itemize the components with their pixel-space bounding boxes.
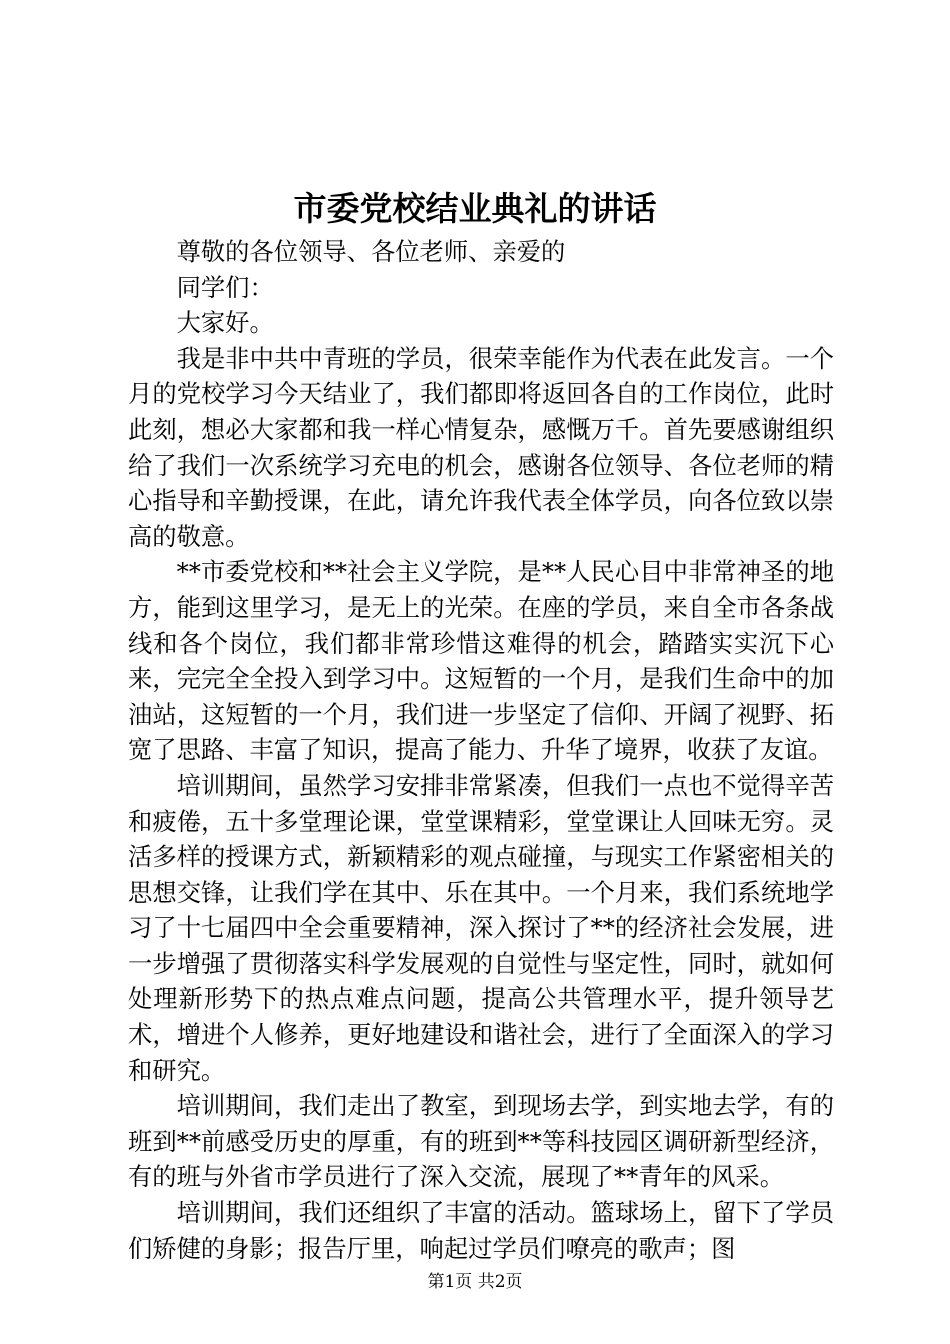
paragraph: 我是非中共中青班的学员，很荣幸能作为代表在此发言。一个月的党校学习今天结业了，我们都即将返回各自的工作岗位，此时此刻，想必大家都和我一样心情复杂，感慨万千。首先要感谢组织给了我们一次系统学习充电的机会，感谢各位领导、各位老师的精心指导和辛勤授课，在此，请允许我代表全体学员，向各位致以崇高的敬意。 [128, 343, 834, 551]
page-footer: 第1页 共2页 [427, 1272, 523, 1292]
salutation-line: 大家好。 [176, 308, 274, 338]
salutation-line: 同学们： [176, 272, 274, 302]
paragraph: 培训期间，虽然学习安排非常紧凑，但我们一点也不觉得辛苦和疲倦，五十多堂理论课，堂堂课精彩，堂堂课让人回味无穷。灵活多样的授课方式，新颖精彩的观点碰撞，与现实工作紧密相关的思想交锋，让我们学在其中、乐在其中。一个月来，我们系统地学习了十七届四中全会重要精神，深入探讨了**的经济社会发展，进一步增强了贯彻落实科学发展观的自觉性与坚定性，同时，就如何处理新形势下的热点难点问题，提高公共管理水平，提升领导艺术，增进个人修养，更好地建设和谐社会，进行了全面深入的学习和研究。 [128, 770, 834, 1085]
paragraph: **市委党校和**社会主义学院，是**人民心目中非常神圣的地方，能到这里学习，是无上的光荣。在座的学员，来自全市各条战线和各个岗位，我们都非常珍惜这难得的机会，踏踏实实沉下心来，完完全全投入到学习中。这短暂的一个月，是我们生命中的加油站，这短暂的一个月，我们进一步坚定了信仰、开阔了视野、拓宽了思路、丰富了知识，提高了能力、升华了境界，收获了友谊。 [128, 557, 834, 765]
paragraph: 培训期间，我们走出了教室，到现场去学，到实地去学，有的班到**前感受历史的厚重，有的班到**等科技园区调研新型经济，有的班与外省市学员进行了深入交流，展现了**青年的风采。 [128, 1091, 834, 1192]
document-title: 市委党校结业典礼的讲话 [293, 189, 657, 228]
paragraph: 培训期间，我们还组织了丰富的活动。篮球场上，留下了学员们矫健的身影；报告厅里，响起过学员们嘹亮的歌声；图 [128, 1198, 834, 1263]
salutation-line: 尊敬的各位领导、各位老师、亲爱的 [176, 237, 566, 266]
document-body [128, 234, 834, 1266]
